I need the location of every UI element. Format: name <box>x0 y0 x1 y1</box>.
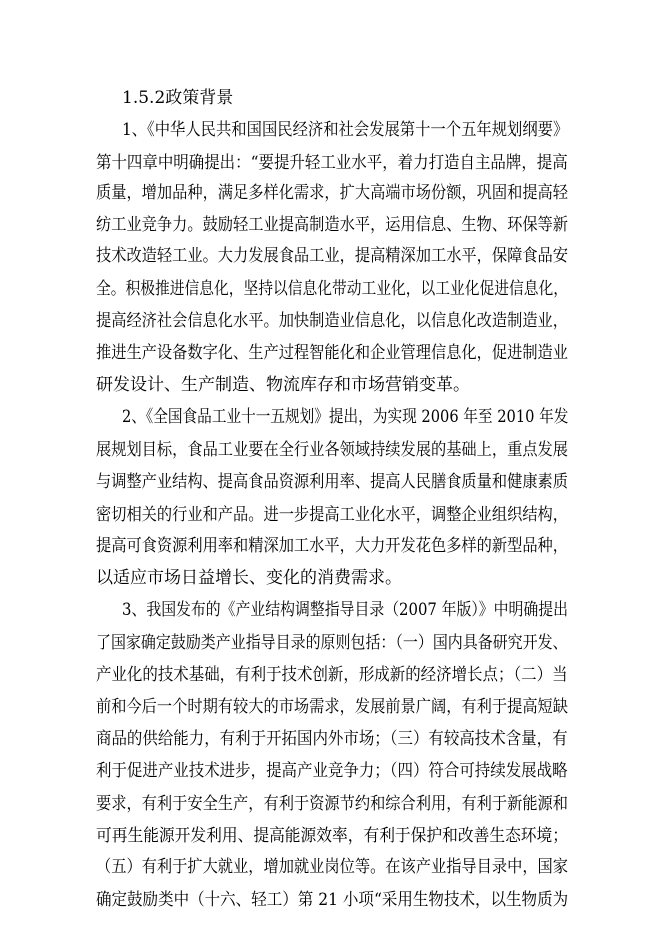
text-line: 推进生产设备数字化、生产过程智能化和企业管理信息化，促进制造业 <box>96 343 568 363</box>
text-line: 利于促进产业技术进步，提高产业竞争力；（四）符合可持续发展战略 <box>96 761 568 781</box>
text-line: 可再生能源开发利用、提高能源效率，有利于保护和改善生态环境； <box>96 826 568 846</box>
text-line: 产业化的技术基础，有利于技术创新，形成新的经济增长点；（二）当 <box>96 665 568 685</box>
text-line: 2、《全国食品工业十一五规划》提出，为实现 2006 年至 2010 年发 <box>122 407 569 427</box>
text-line: 确定鼓励类中（十六、轻工）第 21 小项“采用生物技术，以生物质为 <box>96 890 569 910</box>
text-line: 提高经济社会信息化水平。加快制造业信息化，以信息化改造制造业， <box>96 311 568 331</box>
text-line: 第十四章中明确提出：“要提升轻工业水平，着力打造自主品牌，提高 <box>96 153 568 173</box>
text-line: 纺工业竞争力。鼓励轻工业提高制造水平，运用信息、生物、环保等新 <box>96 215 568 235</box>
text-line: 与调整产业结构、提高食品资源利用率、提高人民膳食质量和健康素质 <box>96 472 568 492</box>
text-line: 要求，有利于安全生产，有利于资源节约和综合利用，有利于新能源和 <box>96 794 568 814</box>
text-line: 展规划目标，食品工业要在全行业各领域持续发展的基础上，重点发展 <box>96 440 568 460</box>
text-line: 提高可食资源利用率和精深加工水平，大力开发花色多样的新型品种， <box>96 536 568 556</box>
text-line: 商品的供给能力，有利于开拓国内外市场；（三）有较高技术含量，有 <box>96 729 568 749</box>
text-line: 前和今后一个时期有较大的市场需求，发展前景广阔，有利于提高短缺 <box>96 697 568 717</box>
text-line: 技术改造轻工业。大力发展食品工业，提高精深加工水平，保障食品安 <box>96 246 568 266</box>
text-line: 1、《中华人民共和国国民经济和社会发展第十一个五年规划纲要》 <box>122 120 569 140</box>
text-line: 了国家确定鼓励类产业指导目录的原则包括：（一）国内具备研究开发、 <box>96 633 568 653</box>
text-line: 密切相关的行业和产品。进一步提高工业化水平，调整企业组织结构， <box>96 505 568 525</box>
text-line: 研发设计、生产制造、物流库存和市场营销变革。 <box>96 375 470 395</box>
text-line: 全。积极推进信息化，坚持以信息化带动工业化，以工业化促进信息化， <box>96 279 568 299</box>
text-line: 以适应市场日益增长、变化的消费需求。 <box>96 568 402 588</box>
text-line: 质量，增加品种，满足多样化需求，扩大高端市场份额，巩固和提高轻 <box>96 183 568 203</box>
section-heading: 1.5.2政策背景 <box>122 88 234 108</box>
text-line: 3、我国发布的《产业结构调整指导目录（2007 年版）》中明确提出 <box>122 600 568 620</box>
text-line: （五）有利于扩大就业，增加就业岗位等。在该产业指导目录中，国家 <box>96 857 568 877</box>
